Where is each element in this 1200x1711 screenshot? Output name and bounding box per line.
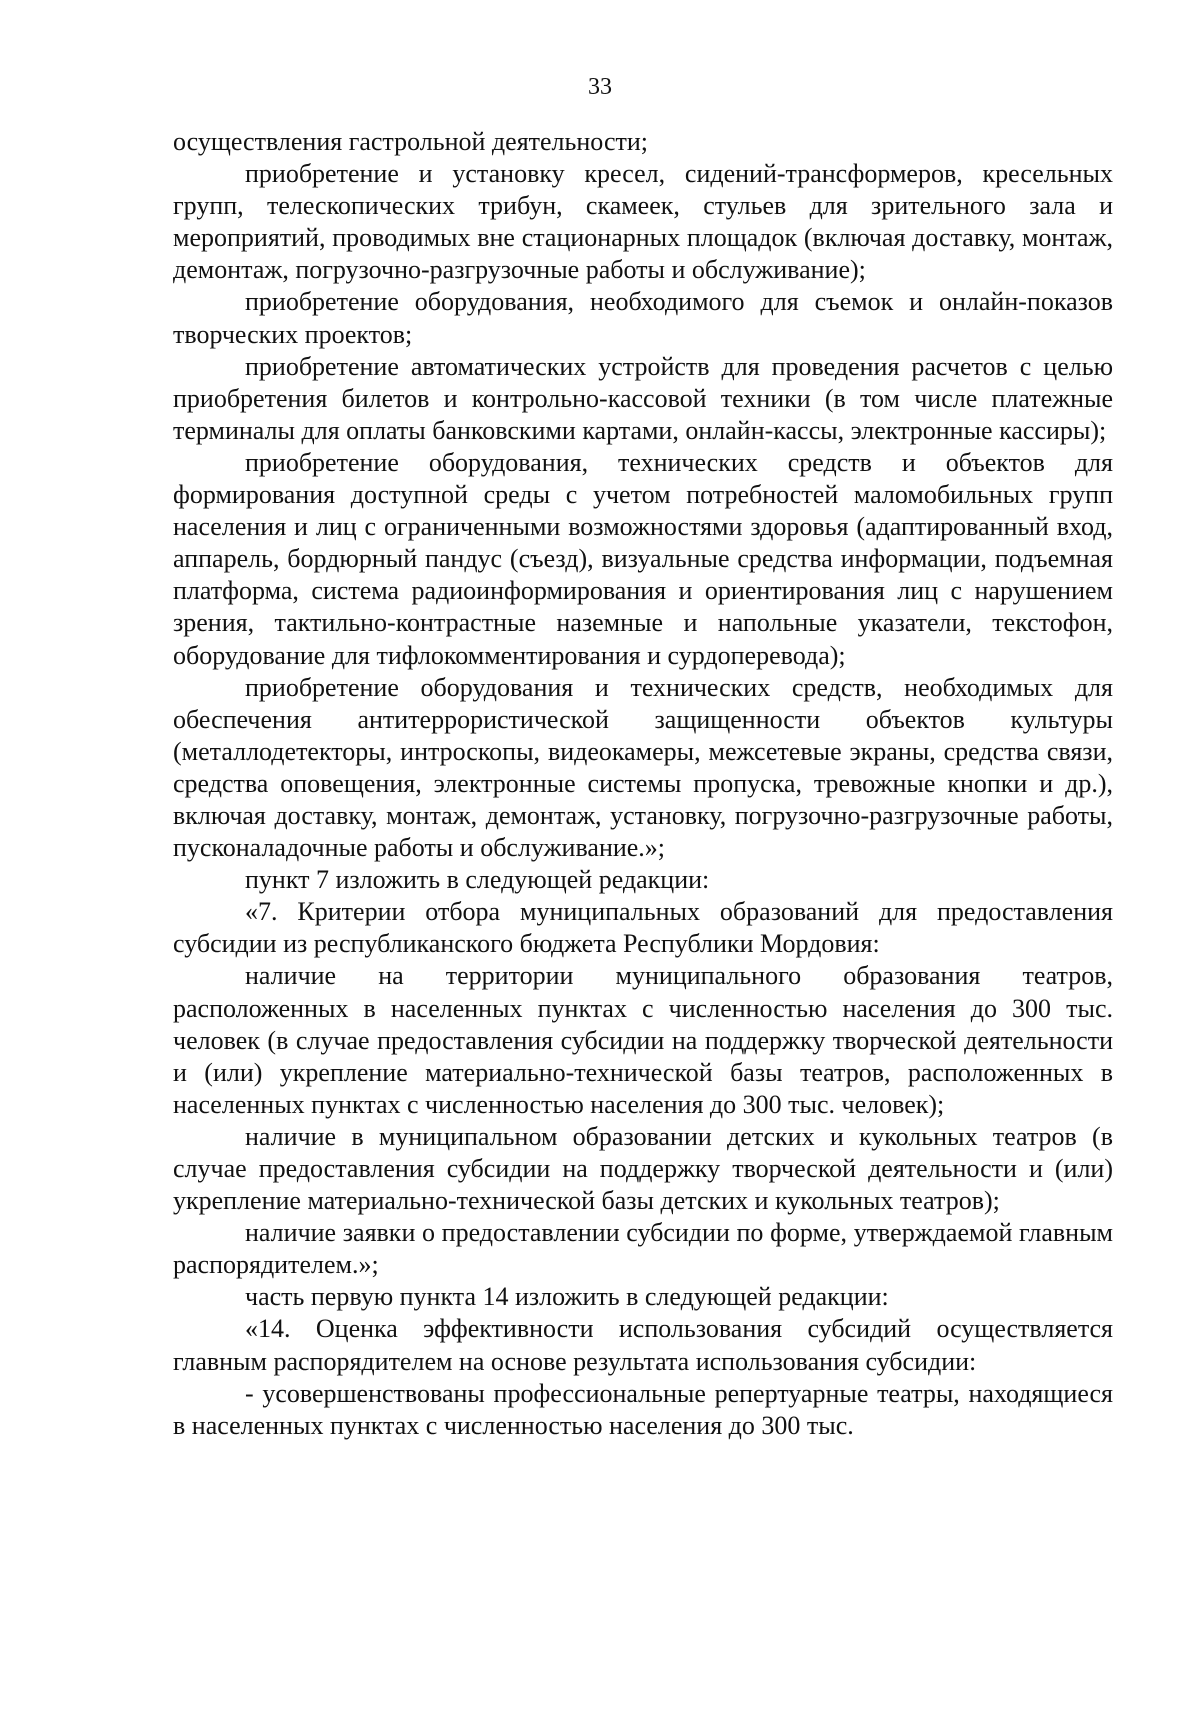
page-number: 33	[588, 74, 612, 100]
paragraph: наличие на территории муниципального образования театров, расположенных в населенных пунктах с численностью населения до 300 тыс. человек (в случае предоставления субсидии на поддержку творческой деятельности и (или) укрепление материально-технической базы театров, расположенных в населенных пунктах с численностью населения до 300 тыс. человек);	[173, 961, 1113, 1119]
paragraph: приобретение автоматических устройств для проведения расчетов с целью приобретения билетов и контрольно-кассовой техники (в том числе платежные терминалы для оплаты банковскими картами, онлайн-кассы, электронные кассиры);	[173, 351, 1113, 445]
paragraph: осуществления гастрольной деятельности;	[173, 127, 648, 156]
paragraph: наличие в муниципальном образовании детских и кукольных театров (в случае предоставления субсидии на поддержку творческой деятельности и (или) укрепление материально-технической базы детских и кукольных театров);	[173, 1121, 1113, 1216]
paragraph: пункт 7 изложить в следующей редакции:	[245, 865, 710, 895]
paragraph: приобретение оборудования и технических средств, необходимых для обеспечения антитеррористической защищенности объектов культуры (металлодетекторы, интроскопы, видеокамеры, межсетевые экраны, средства связи, средства оповещения, электронные системы пропуска, тревожные кнопки и др.), включая доставку, монтаж, демонтаж, установку, погрузочно-разгрузочные работы, пусконаладочные работы и обслуживание.»;	[173, 672, 1113, 863]
paragraph: «14. Оценка эффективности использования субсидий осуществляется главным распорядителем на основе результата использования субсидии:	[173, 1314, 1113, 1376]
paragraph: «7. Критерии отбора муниципальных образований для предоставления субсидии из республиканского бюджета Республики Мордовия:	[173, 897, 1113, 959]
paragraph: приобретение оборудования, необходимого для съемок и онлайн-показов творческих проектов;	[173, 287, 1113, 349]
paragraph: - усовершенствованы профессиональные репертуарные театры, находящиеся в населенных пунктах с численностью населения до 300 тыс.	[173, 1378, 1113, 1440]
paragraph: приобретение и установку кресел, сидений-трансформеров, кресельных групп, телескопических трибун, скамеек, стульев для зрительного зала и мероприятий, проводимых вне стационарных площадок (включая доставку, монтаж, демонтаж, погрузочно-разгрузочные работы и обслуживание);	[173, 159, 1113, 285]
document-body	[173, 126, 1113, 1442]
paragraph: часть первую пункта 14 изложить в следующей редакции:	[245, 1282, 889, 1312]
paragraph: приобретение оборудования, технических средств и объектов для формирования доступной среды с учетом потребностей маломобильных групп населения и лиц с ограниченными возможностями здоровья (адаптированный вход, аппарель, бордюрный пандус (съезд), визуальные средства информации, подъемная платформа, система радиоинформирования и ориентирования лиц с нарушением зрения, тактильно-контрастные наземные и напольные указатели, текстофон, оборудование для тифлокомментирования и сурдоперевода);	[173, 447, 1113, 670]
paragraph: наличие заявки о предоставлении субсидии по форме, утверждаемой главным распорядителем.»;	[173, 1218, 1113, 1280]
